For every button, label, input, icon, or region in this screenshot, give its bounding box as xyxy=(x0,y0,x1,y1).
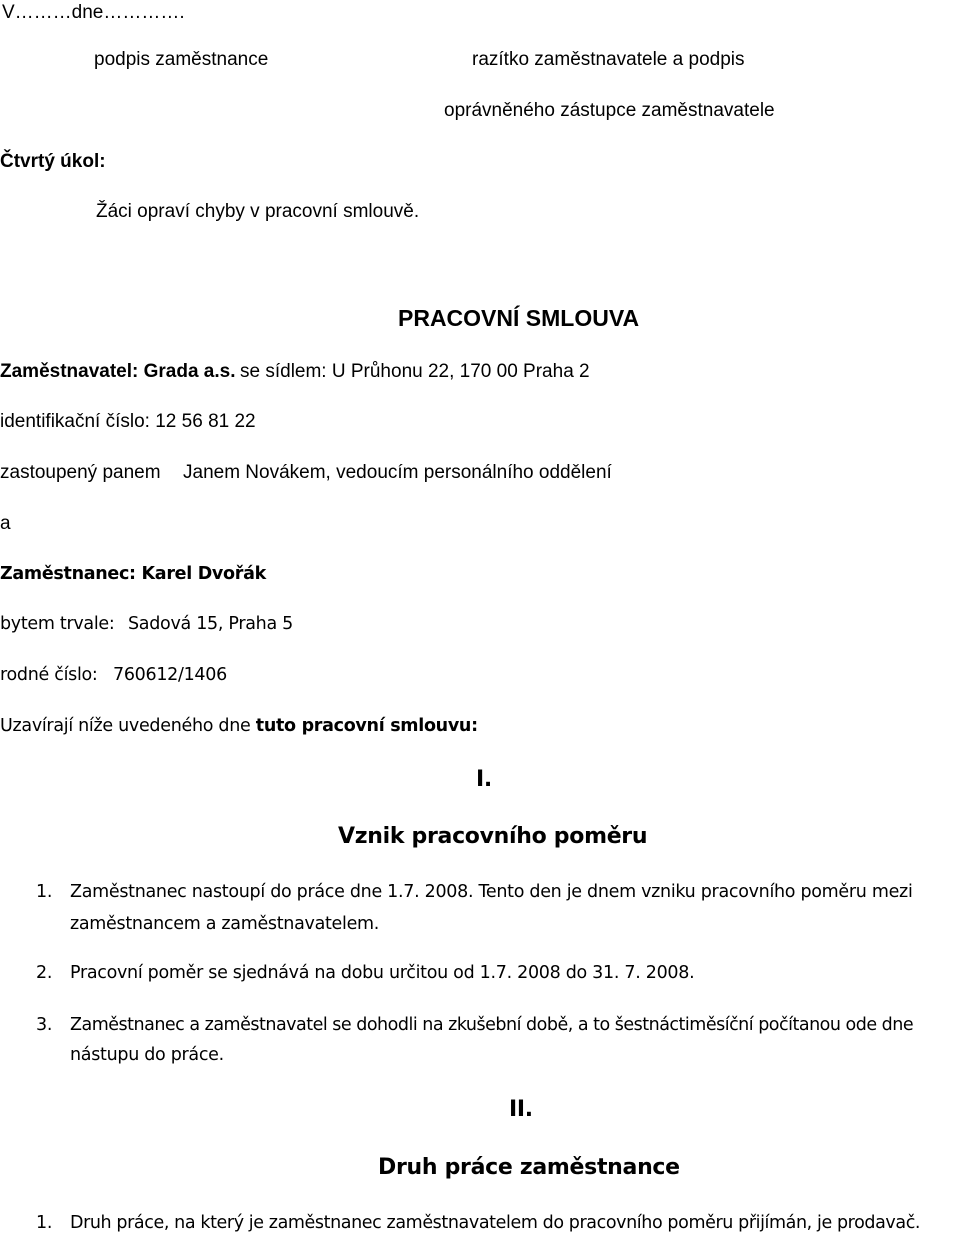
section-2-numeral: II. xyxy=(509,1097,533,1122)
employer-label: Zaměstnavatel: Grada a.s. xyxy=(0,361,236,382)
list-item-number: 1. xyxy=(36,882,53,902)
list-item-number: 3. xyxy=(36,1015,53,1035)
and-conjunction: a xyxy=(0,513,11,534)
list-item-text-continued: nástupu do práce. xyxy=(70,1045,224,1065)
task-title: Čtvrtý úkol: xyxy=(0,151,106,172)
residence-value: Sadová 15, Praha 5 xyxy=(128,614,293,634)
list-item-number: 1. xyxy=(36,1213,53,1233)
list-item-text: Pracovní poměr se sjednává na dobu určitou od 1.7. 2008 do 31. 7. 2008. xyxy=(70,963,695,983)
birth-number-label: rodné číslo: xyxy=(0,665,98,685)
list-item-text: Druh práce, na který je zaměstnanec zaměstnavatelem do pracovního poměru přijímán, je prodavač. xyxy=(70,1213,921,1233)
list-item-text: Zaměstnanec nastoupí do práce dne 1.7. 2008. Tento den je dnem vzniku pracovního poměru mezi xyxy=(70,882,913,902)
employer-seat: se sídlem: U Průhonu 22, 170 00 Praha 2 xyxy=(240,361,590,382)
list-item-number: 2. xyxy=(36,963,53,983)
residence-label: bytem trvale: xyxy=(0,614,115,634)
section-1-numeral: I. xyxy=(476,767,492,792)
place-date-line: V………dne…………. xyxy=(2,2,185,23)
task-instruction: Žáci opraví chyby v pracovní smlouvě. xyxy=(96,201,420,222)
list-item-text: Zaměstnanec a zaměstnavatel se dohodli na zkušební době, a to šestnáctiměsíční počítanou ode dne xyxy=(70,1015,914,1035)
employee-signature-label: podpis zaměstnance xyxy=(94,49,269,70)
list-item-text-continued: zaměstnancem a zaměstnavatelem. xyxy=(70,914,380,934)
employee-label: Zaměstnanec: Karel Dvořák xyxy=(0,564,266,584)
conclusion-prefix: Uzavírají níže uvedeného dne xyxy=(0,716,251,736)
representative: Janem Novákem, vedoucím personálního oddělení xyxy=(183,462,612,483)
employer-stamp-label-2: oprávněného zástupce zaměstnavatele xyxy=(444,100,775,121)
employer-stamp-label-1: razítko zaměstnavatele a podpis xyxy=(472,49,745,70)
birth-number-value: 760612/1406 xyxy=(113,665,227,685)
conclusion-bold: tuto pracovní smlouvu: xyxy=(255,716,478,736)
represented-by: zastoupený panem xyxy=(0,462,161,483)
section-1-heading: Vznik pracovního poměru xyxy=(338,824,648,849)
section-2-heading: Druh práce zaměstnance xyxy=(378,1155,680,1180)
contract-title: PRACOVNÍ SMLOUVA xyxy=(398,305,640,331)
employer-id: identifikační číslo: 12 56 81 22 xyxy=(0,411,256,432)
conclusion-line xyxy=(0,714,478,738)
